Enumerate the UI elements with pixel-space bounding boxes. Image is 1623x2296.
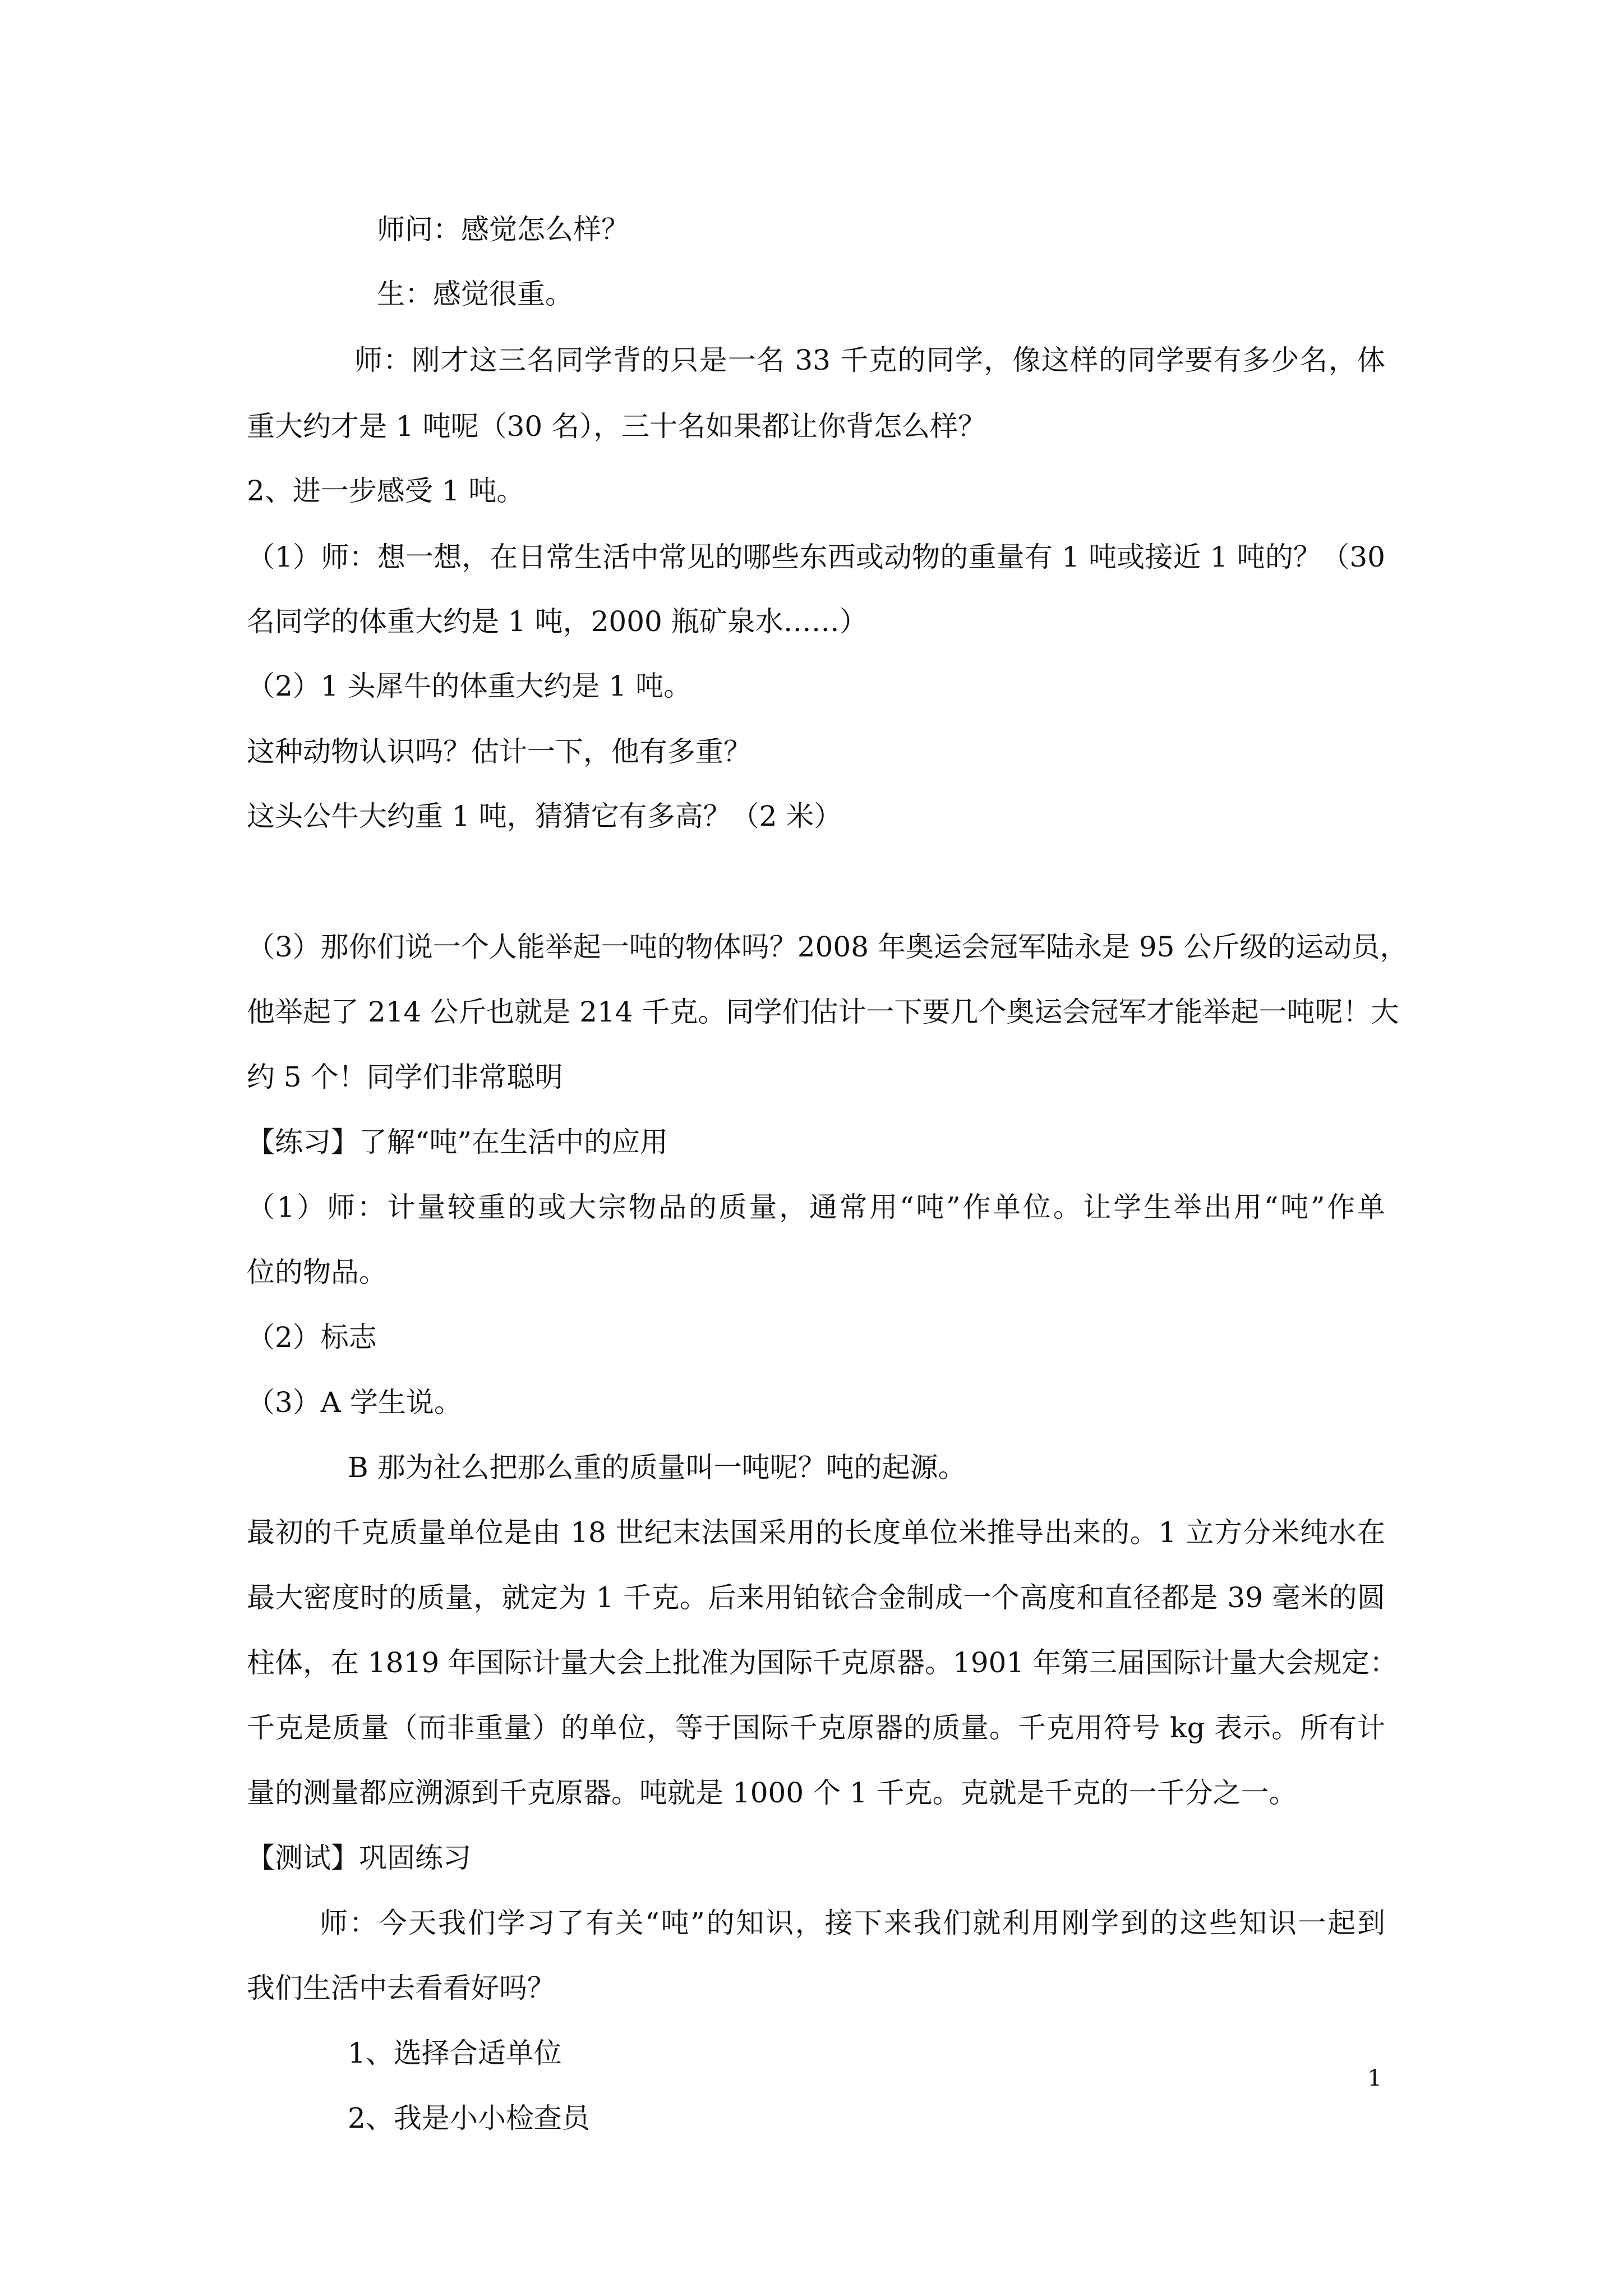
text-line: 这种动物认识吗？估计一下，他有多重？ bbox=[247, 735, 751, 768]
text-line: 千克是质量（而非重量）的单位，等于国际千克原器的质量。千克用符号 kg 表示。所有计 bbox=[247, 1711, 1385, 1744]
text-line: （1）师：想一想，在日常生活中常见的哪些东西或动物的重量有 1 吨或接近 1 吨的？（30 bbox=[247, 541, 1385, 573]
text-line: 2、进一步感受 1 吨。 bbox=[247, 475, 525, 507]
page-number: 1 bbox=[1367, 2065, 1382, 2091]
text-line: 重大约才是 1 吨呢（30 名），三十名如果都让你背怎么样？ bbox=[247, 410, 986, 443]
text-line: （2）1 头犀牛的体重大约是 1 吨。 bbox=[247, 670, 692, 702]
text-line: 位的物品。 bbox=[247, 1256, 387, 1289]
text-line: 最大密度时的质量，就定为 1 千克。后来用铂铱合金制成一个高度和直径都是 39 毫米的圆 bbox=[247, 1581, 1385, 1614]
text-line: 1、选择合适单位 bbox=[348, 2037, 562, 2069]
text-line: 【练习】了解“吨”在生活中的应用 bbox=[247, 1126, 668, 1158]
text-line: （2）标志 bbox=[247, 1321, 377, 1354]
text-line: 师问：感觉怎么样？ bbox=[377, 213, 629, 246]
text-line: 柱体，在 1819 年国际计量大会上批准为国际千克原器。1901 年第三届国际计量大会规定： bbox=[247, 1646, 1398, 1679]
text-line: 量的测量都应溯源到千克原器。吨就是 1000 个 1 千克。克就是千克的一千分之一。 bbox=[247, 1777, 1297, 1809]
text-line: 他举起了 214 公斤也就是 214 千克。同学们估计一下要几个奥运会冠军才能举起一吨呢！大 bbox=[247, 996, 1399, 1028]
text-line: 【测试】巩固练习 bbox=[247, 1842, 471, 1874]
text-line: B 那为社么把那么重的质量叫一吨呢？吨的起源。 bbox=[348, 1451, 966, 1484]
text-line: （3）A 学生说。 bbox=[247, 1386, 462, 1419]
text-line: 这头公牛大约重 1 吨，猜猜它有多高？（2 米） bbox=[247, 800, 842, 832]
text-line: 师：今天我们学习了有关“吨”的知识，接下来我们就利用刚学到的这些知识一起到 bbox=[320, 1907, 1385, 1939]
text-line: （3）那你们说一个人能举起一吨的物体吗？2008 年奥运会冠军陆永是 95 公斤级的运动员， bbox=[247, 931, 1408, 963]
text-line: （1）师：计量较重的或大宗物品的质量，通常用“吨”作单位。让学生举出用“吨”作单 bbox=[247, 1191, 1385, 1223]
text-line: 2、我是小小检查员 bbox=[348, 2102, 590, 2134]
text-line: 师：刚才这三名同学背的只是一名 33 千克的同学，像这样的同学要有多少名，体 bbox=[354, 344, 1385, 376]
text-line: 最初的千克质量单位是由 18 世纪末法国采用的长度单位米推导出来的。1 立方分米纯水在 bbox=[247, 1516, 1385, 1549]
text-line: 生：感觉很重。 bbox=[377, 278, 573, 310]
text-line: 我们生活中去看看好吗？ bbox=[247, 1972, 555, 2004]
text-line: 约 5 个！同学们非常聪明 bbox=[247, 1061, 563, 1093]
text-line: 名同学的体重大约是 1 吨，2000 瓶矿泉水……） bbox=[247, 605, 868, 638]
